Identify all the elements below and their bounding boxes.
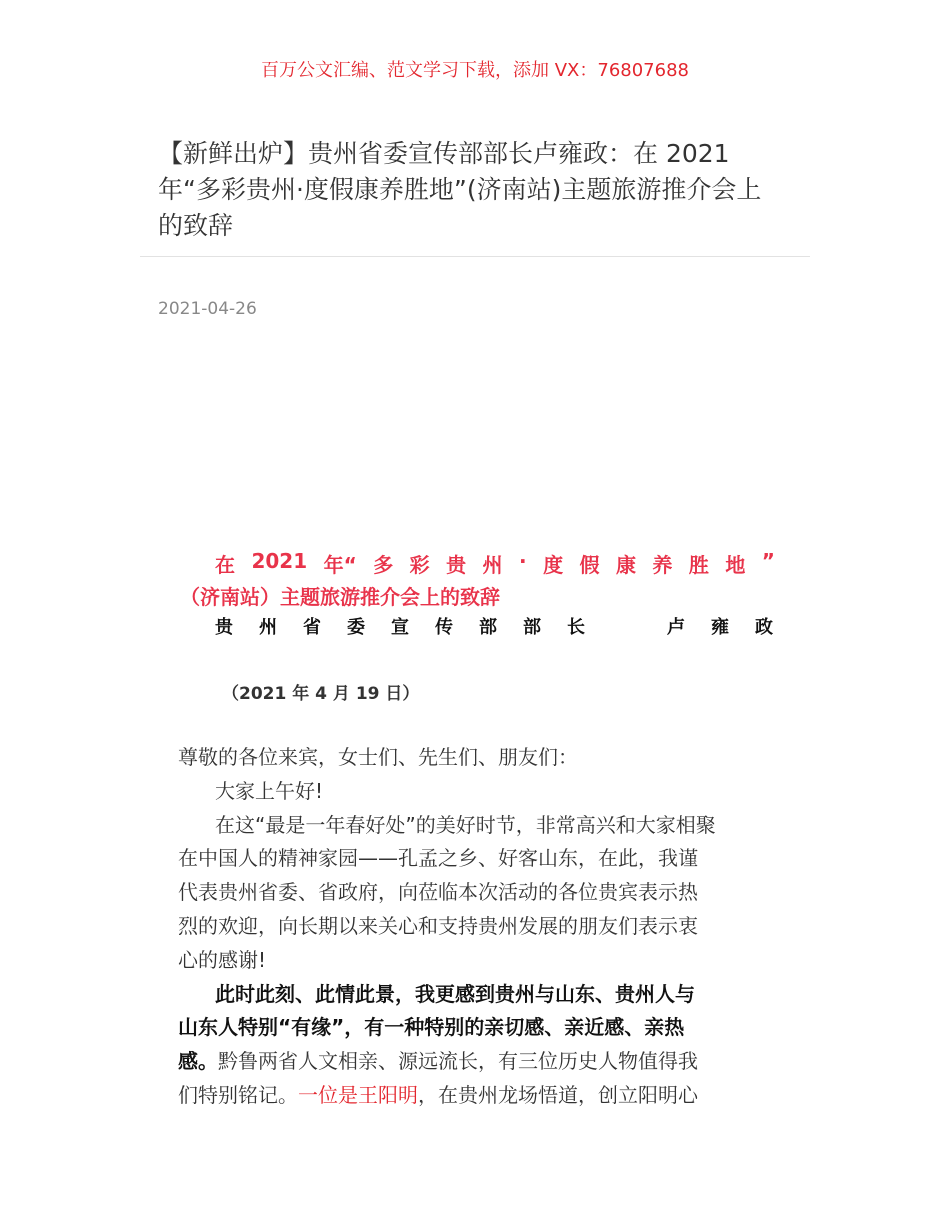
title-char: 2021: [251, 549, 308, 573]
author-title-char: 贵: [215, 617, 233, 638]
highlighted-text: 一位是王阳明: [298, 1082, 418, 1107]
title-char: 贵: [446, 553, 467, 577]
text-line: [178, 1079, 778, 1113]
title-char: 州: [482, 553, 503, 577]
author-line: [215, 613, 773, 639]
text-line: [178, 775, 778, 809]
text-line: [178, 1045, 778, 1079]
bold-text: 感。: [178, 1049, 218, 1074]
text-line: [178, 910, 778, 944]
author-title-char: 部: [479, 617, 497, 638]
text-line: [178, 842, 778, 876]
author-title-char: 省: [303, 617, 321, 638]
title-char: 在: [215, 553, 235, 577]
author-title-char: 长: [567, 617, 585, 638]
author-title-char: 传: [435, 617, 453, 638]
text: ，在贵州龙场悟道，创立阳明心: [418, 1082, 698, 1107]
bold-text: 此时此刻、此情此景，我更感到贵州与山东、贵州人与: [215, 981, 695, 1006]
text-line: [178, 978, 778, 1012]
article-title-line: 年“多彩贵州·度假康养胜地”(济南站)主题旅游推介会上: [158, 175, 762, 204]
title-char: 康: [615, 553, 636, 577]
title-char: 胜: [688, 553, 709, 577]
article-title-line: 的致辞: [158, 211, 234, 240]
promo-banner: 百万公文汇编、范文学习下载，添加 VX：76807688: [261, 60, 689, 81]
text-line: [178, 876, 778, 910]
title-char: 年“: [323, 553, 357, 577]
text-line: [178, 809, 778, 843]
title-char: 多: [373, 553, 394, 577]
speech-date: （2021 年 4 月 19 日）: [222, 684, 420, 704]
article-date: 2021-04-26: [158, 299, 257, 319]
article-title: [158, 136, 798, 244]
text: 大家上午好!: [215, 778, 324, 803]
text-line: [178, 1011, 778, 1045]
title-char: 度: [543, 553, 564, 577]
title-char: 地: [725, 553, 746, 577]
title-char: 彩: [409, 553, 430, 577]
spacer: [611, 613, 641, 639]
speech-body: [178, 741, 778, 1113]
text: 代表贵州省委、省政府，向莅临本次活动的各位贵宾表示热: [178, 880, 698, 905]
bold-text: 山东人特别“有缘”，有一种特别的亲切感、亲近感、亲热: [178, 1015, 685, 1040]
text-line: [178, 944, 778, 978]
text: 在中国人的精神家园——孔孟之乡、好客山东，在此，我谨: [178, 846, 698, 871]
title-char: 养: [652, 553, 673, 577]
text: 心的感谢!: [178, 947, 267, 972]
text: 们特别铭记。: [178, 1082, 298, 1107]
author-name-char: 雍: [711, 617, 729, 638]
author-title-char: 宣: [391, 617, 409, 638]
author-name-char: 卢: [667, 617, 685, 638]
text: 在这“最是一年春好处”的美好时节，非常高兴和大家相聚: [215, 812, 716, 837]
divider: [140, 256, 810, 257]
author-name-char: 政: [755, 617, 773, 638]
author-title-char: 委: [347, 617, 365, 638]
article-title-line: 【新鲜出炉】贵州省委宣传部部长卢雍政：在 2021: [158, 139, 730, 168]
author-title-char: 部: [523, 617, 541, 638]
text: 烈的欢迎，向长期以来关心和支持贵州发展的朋友们表示衷: [178, 913, 698, 938]
title-char: ·: [519, 549, 527, 573]
text: 尊敬的各位来宾，女士们、先生们、朋友们：: [178, 745, 578, 769]
title-char: 假: [579, 553, 600, 577]
document-title-line-1: [215, 549, 775, 578]
text: 黔鲁两省人文相亲、源远流长，有三位历史人物值得我: [218, 1049, 698, 1074]
title-char: ”: [761, 549, 775, 573]
document-title-line-2: （济南站）主题旅游推介会上的致辞: [180, 585, 500, 609]
text-line: [178, 741, 778, 775]
author-title-char: 州: [259, 617, 277, 638]
